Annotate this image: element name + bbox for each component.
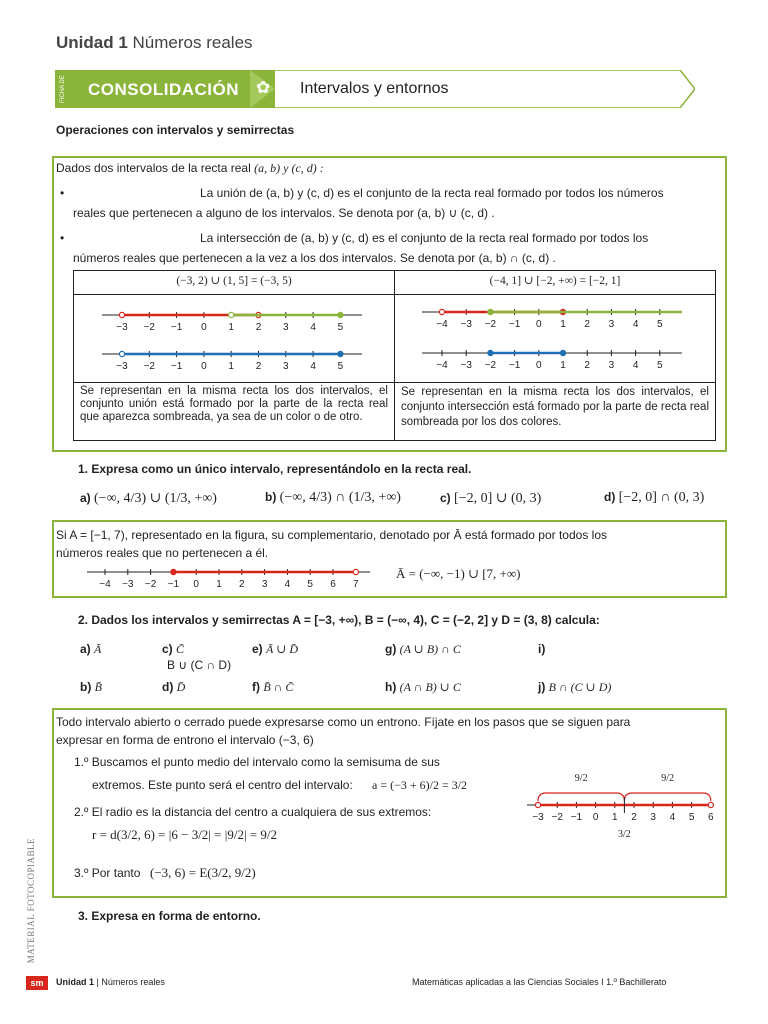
footer-unit-number: Unidad 1 [56, 977, 95, 987]
radius-label-right: 9/2 [661, 773, 674, 784]
footer-book-title: Matemáticas aplicadas a las Ciencias Sociales I 1.º Bachillerato [412, 977, 667, 987]
exercise-1a-label: a) [80, 491, 91, 505]
exercise-expression: B̄ [94, 680, 103, 694]
union-explanation: Se representan en la misma recta los dos intervalos, el conjunto unión está formado por la parte de la recta real que aparezca sombreada, ya sea de un color o de otro. [74, 383, 395, 441]
unit-title: Números reales [132, 33, 253, 52]
exercise-label: h) [385, 680, 400, 694]
interval-endpoint [338, 351, 343, 356]
tick-label: 2 [255, 361, 262, 372]
exercise-expression: (A ∩ B) ∪ C [399, 680, 461, 694]
bullet1-line2: reales que pertenecen a alguno de los intervalos. Se denota por (a, b) ∪ (c, d) . [73, 206, 495, 220]
interval-endpoint [488, 350, 493, 355]
exercise-2-item-j [538, 680, 611, 695]
interval-endpoint [439, 309, 444, 314]
tick-label: 2 [584, 319, 590, 330]
exercise-expression: C̄ [176, 642, 185, 656]
tick-label: −3 [532, 812, 544, 823]
exercise-1b-label: b) [265, 490, 277, 504]
exercise-expression: B ∩ (C ∪ D) [548, 680, 612, 694]
tick-label: 7 [353, 579, 359, 590]
bullet1-line1: La unión de (a, b) y (c, d) es el conjunto de la recta real formado por todos los números [200, 186, 664, 200]
tick-label: −3 [460, 319, 472, 330]
footer-unit-title: Números reales [101, 977, 165, 987]
radius-label-left: 9/2 [574, 773, 588, 784]
exercise-2-title [78, 613, 600, 627]
tick-label: −4 [436, 360, 448, 371]
tick-label: 4 [632, 319, 639, 330]
exercise-1d-label: d) [604, 490, 616, 504]
tick-label: 3 [650, 812, 656, 823]
complement-line1: Si A = [−1, 7), representado en la figura, su complementario, denotado por Ā está formado por todos los [56, 528, 607, 542]
tick-label: 5 [337, 322, 344, 333]
step-1-line-2: extremos. Este punto será el centro del intervalo: [92, 778, 353, 792]
exercise-label: g) [385, 642, 400, 656]
tick-label: 5 [657, 319, 663, 330]
tick-label: 3 [608, 360, 615, 371]
tick-label: 0 [536, 360, 542, 371]
complement-formula: Ā = (−∞, −1) ∪ [7, +∞) [396, 566, 521, 581]
interval-endpoint [535, 802, 540, 807]
consolidacion-label: CONSOLIDACIÓN [88, 80, 239, 99]
intersection-line-top [422, 309, 682, 330]
exercise-label: d) [162, 680, 177, 694]
interval-endpoint [560, 350, 565, 355]
exercise-1c-expr: [−2, 0] ∪ (0, 3) [454, 491, 542, 506]
section-title: Operaciones con intervalos y semirrectas [56, 123, 295, 137]
tick-label: −1 [170, 361, 183, 372]
union-header: (−3, 2) ∪ (1, 5] = (−3, 5) [74, 271, 395, 295]
tick-label: 2 [584, 360, 590, 371]
exercise-label: e) [252, 642, 267, 656]
tick-label: 3 [261, 579, 268, 590]
interval-endpoint [171, 569, 176, 574]
union-number-lines [100, 300, 370, 380]
step-2-formula: r = d(3/2, 6) = |6 − 3/2| = |9/2| = 9/2 [92, 827, 278, 842]
interval-endpoint [119, 351, 124, 356]
unit-number: Unidad 1 [56, 33, 128, 52]
interval-endpoint [708, 802, 713, 807]
tick-label: 5 [337, 361, 344, 372]
tick-label: 1 [228, 361, 234, 372]
exercise-2-item-h [385, 680, 461, 695]
exercise-1a [80, 490, 217, 507]
interval-endpoint [229, 312, 234, 317]
exercise-expression: (A ∪ B) ∩ C [399, 642, 461, 656]
tick-label: 4 [284, 579, 291, 590]
topic-title: Intervalos y entornos [300, 80, 449, 97]
intersection-header: (−4, 1] ∪ [−2, +∞) = [−2, 1] [395, 271, 716, 295]
tick-label: −3 [116, 322, 128, 333]
bullet2-line1: La intersección de (a, b) y (c, d) es el conjunto de la recta real formado por todos los [200, 231, 649, 245]
interval-endpoint [338, 312, 343, 317]
step-2-line: 2.º El radio es la distancia del centro a cualquiera de sus extremos: [74, 805, 432, 819]
tick-label: −2 [551, 812, 563, 823]
tick-label: 4 [310, 361, 316, 372]
footer-unit [56, 977, 165, 987]
tick-label: −1 [508, 360, 521, 371]
exercise-2-i-expr: B ∪ (C ∩ D) [167, 658, 232, 672]
tick-label: −1 [167, 579, 180, 590]
tick-label: 1 [612, 812, 618, 823]
exercise-1a-expr: (−∞, 4/3) ∪ (1/3, +∞) [94, 491, 217, 506]
interval-endpoint [488, 309, 493, 314]
tick-label: −3 [460, 360, 472, 371]
union-line-top [102, 312, 362, 333]
exercise-2-item-f [252, 680, 293, 695]
tick-label: 4 [310, 322, 316, 333]
tick-label: 1 [216, 579, 222, 590]
exercise-label: a) [80, 642, 95, 656]
union-line-bottom [102, 351, 362, 372]
tick-label: −2 [144, 579, 157, 590]
exercise-1c-label: c) [440, 491, 451, 505]
tick-label: 3 [283, 361, 289, 372]
tick-label: 0 [201, 361, 207, 372]
radius-brace-right [624, 793, 710, 801]
exercise-3-title: 3. Expresa en forma de entorno. [78, 909, 261, 923]
tick-label: 6 [708, 812, 714, 823]
exercise-label: f) [252, 680, 264, 694]
footer-separator: | [96, 977, 102, 987]
exercise-1b-expr: (−∞, 4/3) ∩ (1/3, +∞) [279, 490, 401, 505]
tick-label: 4 [632, 360, 639, 371]
exercise-2-item-a [80, 642, 101, 657]
tick-label: −4 [436, 319, 448, 330]
exercise-1b [265, 490, 401, 506]
step-1-formula: a = (−3 + 6)/2 = 3/2 [372, 778, 468, 792]
exercise-expression: Ā ∪ D̄ [266, 642, 299, 656]
tick-label: −2 [143, 361, 156, 372]
tick-label: −1 [508, 319, 521, 330]
exercise-label: b) [80, 680, 95, 694]
exercise-1d [604, 490, 704, 506]
exercise-expression: Ā [94, 642, 102, 656]
sm-logo: sm [26, 976, 48, 990]
exercise-1d-expr: [−2, 0] ∩ (0, 3) [618, 490, 705, 505]
neighbourhood-number-line [525, 765, 715, 845]
photocopiable-side-label: MATERIAL FOTOCOPIABLE [26, 838, 36, 964]
box1-intro-intervals: (a, b) y (c, d) : [254, 161, 324, 175]
intersection-number-lines [420, 300, 690, 380]
tick-label: −2 [484, 319, 497, 330]
exercise-1c [440, 490, 541, 507]
tick-label: −1 [570, 812, 583, 823]
exercise-2-item-i [538, 642, 545, 657]
complement-line2: números reales que no pertenecen a él. [56, 546, 269, 560]
exercise-2-item-e [252, 642, 298, 657]
tick-label: −2 [143, 322, 156, 333]
tick-label: 5 [307, 579, 313, 590]
gear-icon: ✿ [256, 78, 271, 97]
exercise-expression: D̄ [176, 680, 186, 694]
radius-brace-left [538, 793, 624, 801]
intersection-line-bottom [422, 350, 682, 371]
ficha-label: FICHA DE [56, 72, 70, 106]
exercise-2-item-c [162, 642, 184, 657]
neighbourhood-intro-2: expresar en forma de entrono el intervalo (−3, 6) [56, 733, 314, 747]
tick-label: 2 [631, 812, 637, 823]
unit-header [56, 33, 253, 53]
exercise-label: i) [538, 642, 546, 656]
step-3-label: 3.º Por tanto [74, 866, 141, 880]
exercise-2-item-b [80, 680, 102, 695]
tick-label: 1 [228, 322, 234, 333]
tick-label: −3 [122, 579, 134, 590]
tick-label: −4 [99, 579, 111, 590]
interval-endpoint [119, 312, 124, 317]
step-1-line-1: 1.º Buscamos el punto medio del intervalo como la semisuma de sus [74, 755, 440, 769]
exercise-2-item-d [162, 680, 185, 695]
tick-label: 5 [657, 360, 663, 371]
tick-label: 3 [608, 319, 615, 330]
exercise-label: j) [538, 680, 549, 694]
interval-endpoint [353, 569, 358, 574]
bullet2-line2: números reales que pertenecen a la vez a los dos intervalos. Se denota por (a, b) ∩ (c, d) . [73, 251, 556, 265]
tick-label: 0 [536, 319, 542, 330]
exercise-1-title: 1. Expresa como un único intervalo, representándolo en la recta real. [78, 462, 472, 476]
box1-intro [56, 157, 324, 179]
tick-label: 6 [330, 579, 336, 590]
tick-label: 0 [201, 322, 207, 333]
exercise-2-item-g [385, 642, 461, 657]
tick-label: 2 [239, 579, 245, 590]
bullet-dot-1: • [60, 186, 65, 200]
center-label: 3/2 [618, 829, 631, 840]
tick-label: 3 [283, 322, 289, 333]
tick-label: 2 [255, 322, 262, 333]
exercise-expression: B̄ ∩ C̄ [263, 680, 294, 694]
tick-label: −2 [484, 360, 497, 371]
exercise-2-title-start: 2. Dados los intervalos y semirrectas [78, 613, 290, 627]
tick-label: 1 [560, 360, 566, 371]
exercise-2-title-sets: A = [−3, +∞), B = (−∞, 4), C = (−2, 2] y D = (3, 8) [292, 613, 552, 627]
bullet-dot-2: • [60, 231, 65, 245]
step-3-formula: (−3, 6) = E(3/2, 9/2) [150, 865, 256, 880]
neighbourhood-intro-1: Todo intervalo abierto o cerrado puede expresarse como un entrono. Fíjate en los pasos que se siguen para [56, 715, 631, 729]
tick-label: −3 [116, 361, 128, 372]
exercise-2-title-end: calcula: [555, 613, 600, 627]
tick-label: 0 [193, 579, 199, 590]
tick-label: 4 [669, 812, 676, 823]
complement-number-line [85, 562, 375, 592]
exercise-label: c) [162, 642, 177, 656]
tick-label: 1 [560, 319, 566, 330]
box1-intro-text: Dados dos intervalos de la recta real [56, 161, 251, 175]
tick-label: 0 [592, 812, 599, 823]
tick-label: 5 [688, 812, 695, 823]
tick-label: −1 [170, 322, 183, 333]
intersection-explanation: Se representan en la misma recta los dos intervalos, el conjunto intersección está formado por la parte de recta real sombreada por los dos colores. [395, 383, 716, 441]
